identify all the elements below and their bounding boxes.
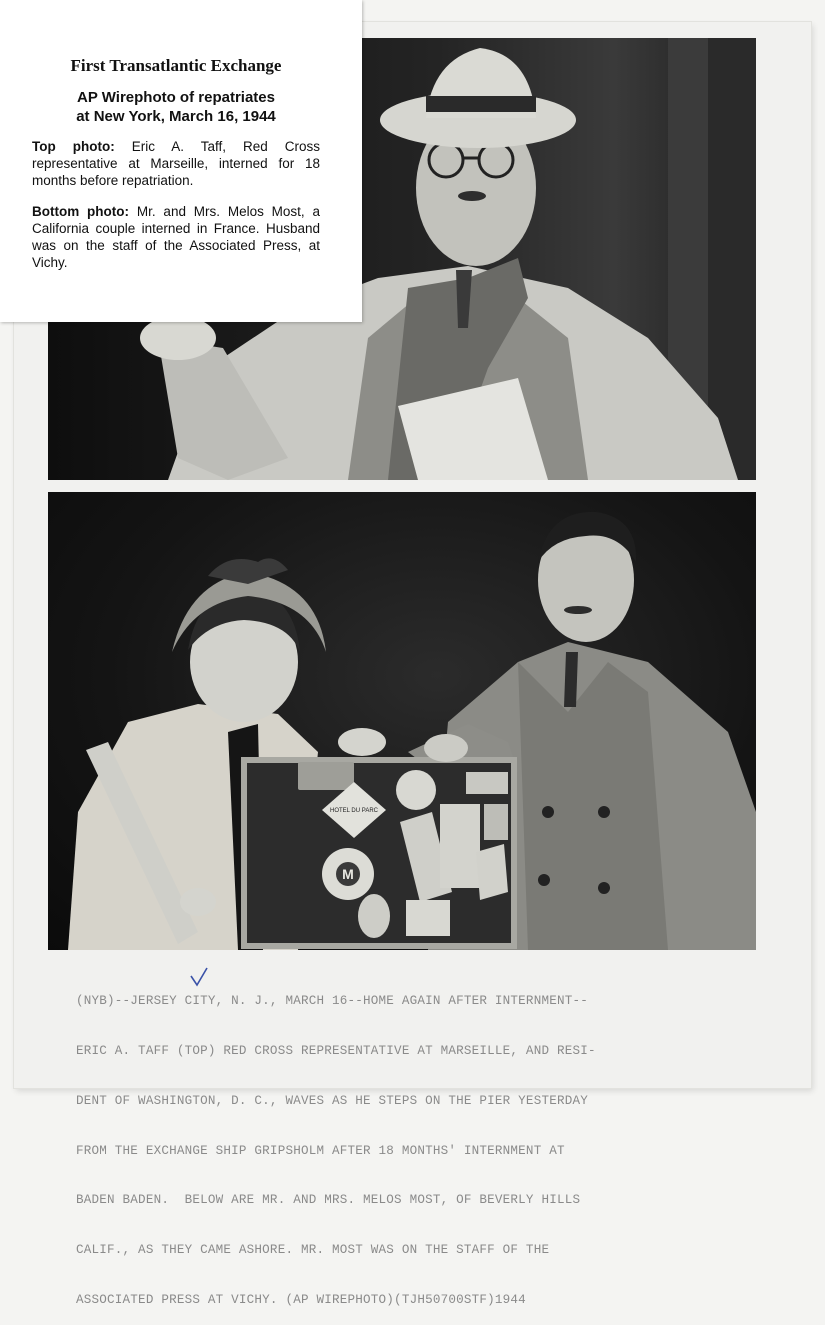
caption-box: [0, 0, 362, 322]
ap-typed-caption: [76, 960, 744, 1325]
bottom-photo-illustration: [48, 492, 756, 950]
top-photo-description: [32, 138, 320, 189]
bottom-photo: [48, 492, 756, 950]
ap-caption-line: FROM THE EXCHANGE SHIP GRIPSHOLM AFTER 18 MONTHS' INTERNMENT AT: [76, 1143, 565, 1158]
caption-title: First Transatlantic Exchange: [70, 56, 282, 75]
caption-subtitle: [0, 88, 352, 126]
caption-subtitle-line2: at New York, March 16, 1944: [76, 108, 276, 125]
caption-subtitle-line1: AP Wirephoto of repatriates: [77, 89, 275, 106]
bottom-photo-text: Mr. and Mrs. Melos Most, a California couple interned in France. Husband was on the staff of the Associated Press, at Vichy.: [32, 204, 321, 270]
ap-caption-line: ERIC A. TAFF (TOP) RED CROSS REPRESENTATIVE AT MARSEILLE, AND RESI-: [76, 1043, 596, 1058]
top-photo-label: Top photo:: [32, 139, 115, 154]
bottom-photo-description: [32, 203, 320, 271]
coat-button: [542, 806, 554, 818]
hotel-label-text: HOTEL DU PARC: [329, 808, 379, 814]
ap-caption-line: (NYB)--JERSEY CITY, N. J., MARCH 16--HOME AGAIN AFTER INTERNMENT--: [76, 994, 588, 1009]
ap-caption-line: BADEN BADEN. BELOW ARE MR. AND MRS. MELOS MOST, OF BEVERLY HILLS: [76, 1193, 581, 1208]
top-photo-text: Eric A. Taff, Red Cross representative at Marseille, interned for 18 months before repatriation.: [32, 139, 320, 188]
m-badge: [322, 848, 374, 900]
ap-caption-line: ASSOCIATED PRESS AT VICHY. (AP WIREPHOTO)(TJH50700STF)1944: [76, 1292, 526, 1307]
svg-text:M: M: [342, 866, 354, 882]
ap-caption-line: DENT OF WASHINGTON, D. C., WAVES AS HE STEPS ON THE PIER YESTERDAY: [76, 1093, 588, 1108]
bottom-photo-label: Bottom photo:: [32, 204, 130, 219]
ap-caption-line: CALIF., AS THEY CAME ASHORE. MR. MOST WAS ON THE STAFF OF THE: [76, 1243, 550, 1258]
